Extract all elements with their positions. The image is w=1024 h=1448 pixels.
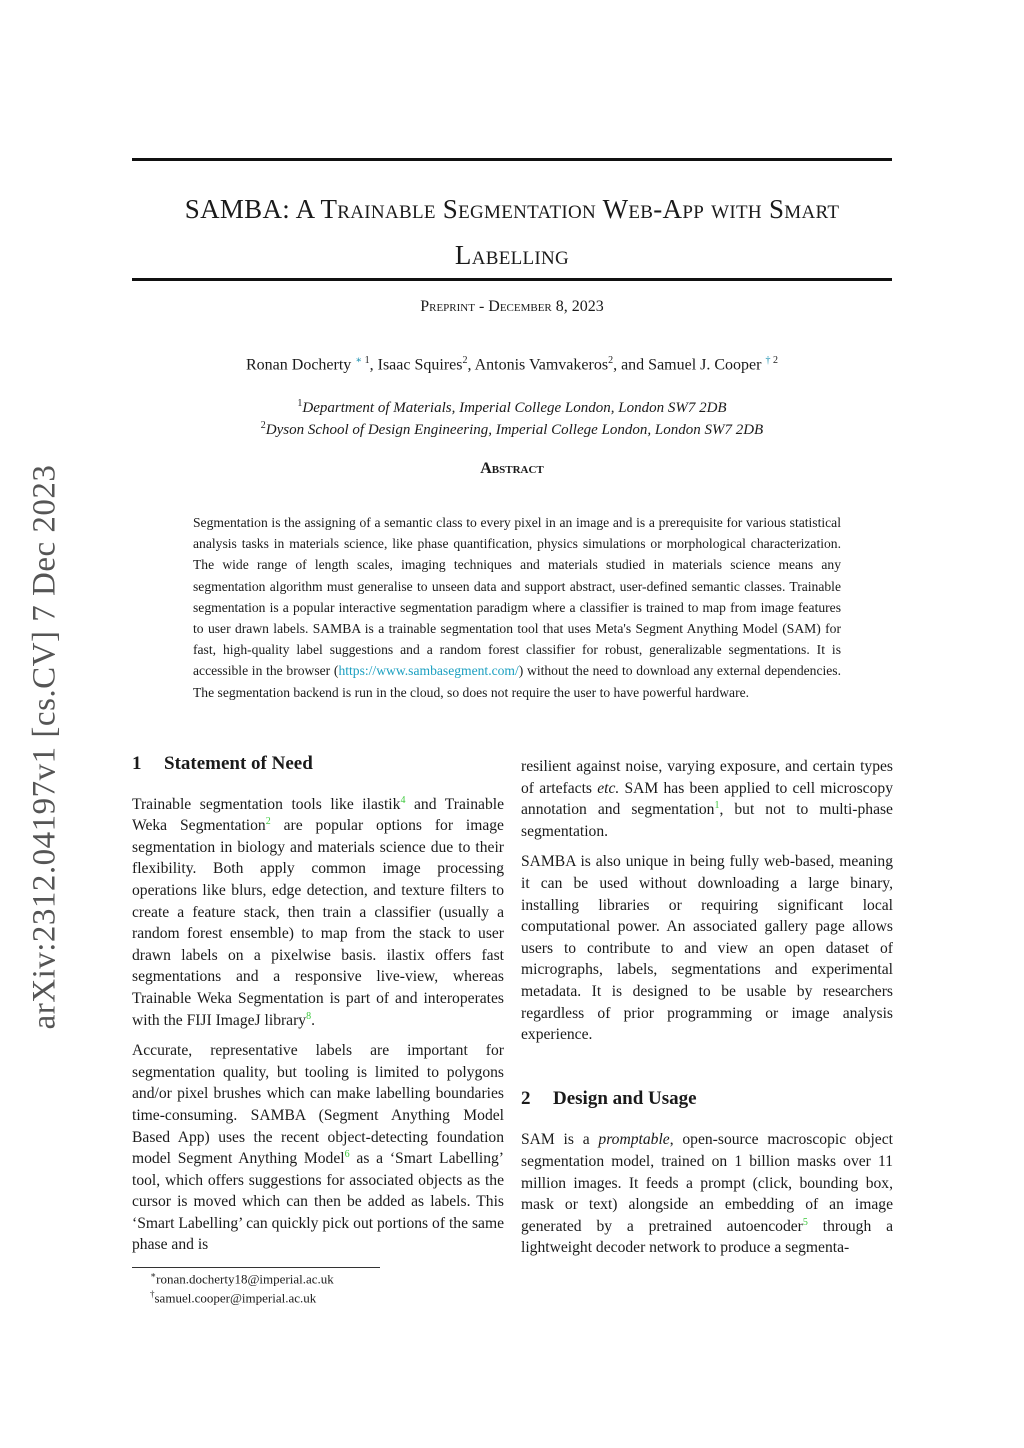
paper-title (132, 186, 892, 278)
title-line-2: Labelling (454, 240, 570, 270)
citation-4[interactable]: 4 (400, 794, 406, 806)
text-run: are popular options for image segmentation in biology and materials science due to their flexibility. Both apply common image processing operations like blurs, edge detection, and texture filters to create a feature stack, then train a classifier (usually a random forest ensemble) to map from the stack to user drawn labels on a pixelwise basis. ilastix offers fast segmentations and a responsive live-view, whereas Trainable Weka Segmentation is part of and interoperates with the FIJI ImageJ library (132, 817, 504, 1029)
text-run: Trainable segmentation tools like ilastik (132, 795, 401, 813)
arxiv-stamp-text: arXiv:2312.04197v1 [cs.CV] 7 Dec 2023 (26, 464, 63, 1030)
text-run: and Trainable Weka Segmentation (132, 795, 504, 835)
footnote-1 (150, 1270, 334, 1287)
section-1-paragraph-2-start (132, 1040, 504, 1256)
citation-5[interactable]: 5 (802, 1216, 808, 1228)
affiliation-1-text: Department of Materials, Imperial College London, London SW7 2DB (302, 400, 727, 416)
right-column (521, 756, 893, 1268)
author-1: Ronan Docherty (246, 356, 352, 374)
etc-italic: etc. (597, 779, 620, 797)
text-run: SAM has been applied to cell microscopy annotation and segmentation (521, 779, 893, 819)
footnote-2-email: samuel.cooper@imperial.ac.uk (154, 1290, 317, 1306)
title-rule-bottom (132, 278, 892, 281)
author-4-mark[interactable]: † (765, 355, 771, 366)
text-run: , but not to multi-phase segmentation. (521, 801, 893, 840)
section-1-p2-part-2: resilient against noise, varying exposure, and certain types of artefacts (521, 758, 893, 797)
section-2-number: 2 (521, 1087, 531, 1109)
section-1-paragraph-1 (132, 794, 504, 1032)
arxiv-stamp (20, 452, 70, 1042)
title-rule-top (132, 158, 892, 161)
section-1-title: Statement of Need (164, 753, 313, 774)
section-1-heading (132, 753, 504, 775)
author-4: , and Samuel J. Cooper (613, 356, 762, 374)
citation-1[interactable]: 1 (714, 800, 720, 811)
citation-6[interactable]: 6 (344, 1148, 350, 1160)
text-run: SAM is a (521, 1131, 599, 1149)
promptable-italic: promptable (598, 1131, 670, 1149)
abstract-heading: Abstract (480, 460, 544, 477)
text-run: through a lightweight decoder network to produce a segmenta- (521, 1217, 894, 1257)
text-run: Accurate, representative labels are important for segmentation quality, but tooling is limited to polygons and/or pixel brushes which can make labelling boundaries time-consuming. SAMBA (Segment Anything Model Based App) uses the recent object-detecting foundation model Segment Anything Model (132, 1042, 504, 1168)
preprint-date: Preprint - December 8, 2023 (420, 298, 604, 315)
section-1-paragraph-3: SAMBA is also unique in being fully web-based, meaning it can be used without downloading a large binary, installing libraries or requiring significant local computational power. An associated gallery page allows users to contribute to and view an open dataset of micrographs, labels, segmentations and experimental metadata. It is designed to be usable by researchers regardless of prior programming or image analysis experience. (521, 853, 893, 1044)
author-2: , Isaac Squires (369, 356, 463, 374)
author-1-affil: 1 (364, 355, 370, 366)
section-2-paragraph-1 (521, 1129, 893, 1259)
author-4-affil: 2 (772, 355, 778, 366)
citation-8[interactable]: 8 (306, 1010, 312, 1022)
section-2-title: Design and Usage (553, 1087, 697, 1109)
text-run: , open-source macroscopic object segmentation model, trained on 1 billion masks over 11 million images. It feeds a prompt (click, bounding box, mask or text) alongside an embedding of an image generated by a pretrained autoencoder (521, 1131, 893, 1235)
author-list (132, 355, 892, 374)
affiliation-2 (132, 420, 892, 439)
text-run: . (311, 1011, 315, 1029)
abstract-text-2: ) without the need to download any external dependencies. The segmentation backend is run in the cloud, so does not require the user to have powerful hardware. (193, 663, 841, 700)
affiliation-2-text: Dyson School of Design Engineering, Imperial College London, London SW7 2DB (265, 422, 764, 438)
footnote-1-email: ronan.docherty18@imperial.ac.uk (156, 1271, 334, 1287)
affiliation-1 (132, 398, 892, 417)
affiliation-2-num: 2 (260, 420, 266, 431)
section-1-number: 1 (132, 753, 142, 774)
author-2-affil: 2 (462, 355, 468, 366)
footnote-2 (150, 1289, 316, 1306)
footnote-1-mark: ∗ (150, 1270, 157, 1280)
affiliation-1-num: 1 (297, 398, 303, 409)
author-3: , Antonis Vamvakeros (467, 356, 609, 374)
left-column (132, 753, 504, 1265)
samba-website-link[interactable]: https://www.sambasegment.com/ (338, 663, 519, 679)
title-line-1: SAMBA: A Trainable Segmentation Web-App with Smart (184, 194, 840, 224)
footnote-rule (132, 1267, 380, 1268)
section-2-heading (521, 1088, 893, 1110)
citation-2[interactable]: 2 (265, 816, 271, 827)
abstract-text-1: Segmentation is the assigning of a semantic class to every pixel in an image and is a prerequisite for various statistical analysis tasks in materials science, like phase quantification, physics simulations or morphological characterization. The wide range of length scales, imaging techniques and materials studied in materials science means any segmentation algorithm must generalise to unseen data and support abstract, user-defined semantic classes. Trainable segmentation is a popular interactive segmentation paradigm where a classifier is trained to map from image features to user drawn labels. SAMBA is a trainable segmentation tool that uses Meta's Segment Anything Model (SAM) for fast, high-quality label suggestions and a random forest classifier for robust, generalizable segmentations. It is accessible in the browser ( (193, 515, 841, 679)
abstract-body (193, 512, 841, 703)
author-3-affil: 2 (608, 355, 614, 366)
section-1-paragraph-2-cont (521, 756, 893, 842)
section-1-p2-part-1: as a ‘Smart Labelling’ tool, which offers suggestions for associated objects as the cursor is moved which can then be added as labels. This ‘Smart Labelling’ can quickly pick out portions of the same phase and is (132, 1150, 504, 1254)
footnote-2-mark: † (150, 1289, 155, 1299)
author-1-mark[interactable]: ∗ (355, 355, 363, 366)
